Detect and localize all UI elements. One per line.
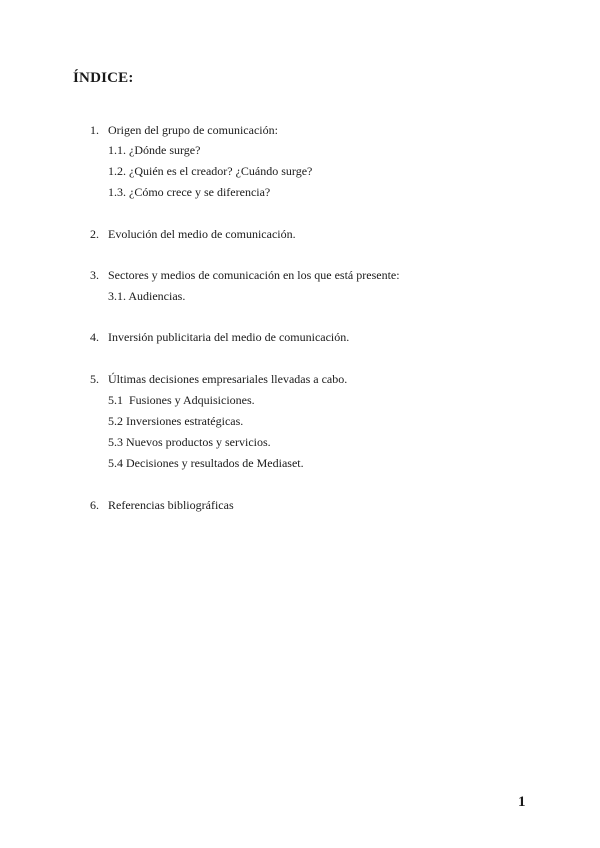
toc-item-label: Inversión publicitaria del medio de comunicación. xyxy=(108,330,350,344)
toc-item-label: Referencias bibliográficas xyxy=(108,498,234,512)
toc-subitem-label: 5.1 Fusiones y Adquisiciones. xyxy=(108,393,255,407)
toc-subitem-label: 1.2. ¿Quién es el creador? ¿Cuándo surge? xyxy=(108,164,313,178)
toc-subitem-label: 5.2 Inversiones estratégicas. xyxy=(108,414,244,428)
toc-item-number: 5. xyxy=(90,372,99,386)
toc-item-number: 2. xyxy=(90,227,99,241)
page-number: 1 xyxy=(518,794,526,810)
toc-item-number: 1. xyxy=(90,123,99,137)
toc-item-number: 4. xyxy=(90,330,99,344)
toc-item-label: Últimas decisiones empresariales llevadas a cabo. xyxy=(108,372,348,386)
toc-subitem-label: 3.1. Audiencias. xyxy=(108,289,186,303)
toc-subitem-label: 1.1. ¿Dónde surge? xyxy=(108,143,201,157)
toc-item-label: Sectores y medios de comunicación en los que está presente: xyxy=(108,268,400,282)
toc-subitem-label: 5.4 Decisiones y resultados de Mediaset. xyxy=(108,456,304,470)
toc-item-number: 6. xyxy=(90,498,99,512)
toc-item-label: Origen del grupo de comunicación: xyxy=(108,123,278,137)
toc-item-label: Evolución del medio de comunicación. xyxy=(108,227,296,241)
toc-item-number: 3. xyxy=(90,268,99,282)
toc-subitem-label: 1.3. ¿Cómo crece y se diferencia? xyxy=(108,185,271,199)
toc-subitem-label: 5.3 Nuevos productos y servicios. xyxy=(108,435,271,449)
page-title: ÍNDICE: xyxy=(73,70,134,86)
